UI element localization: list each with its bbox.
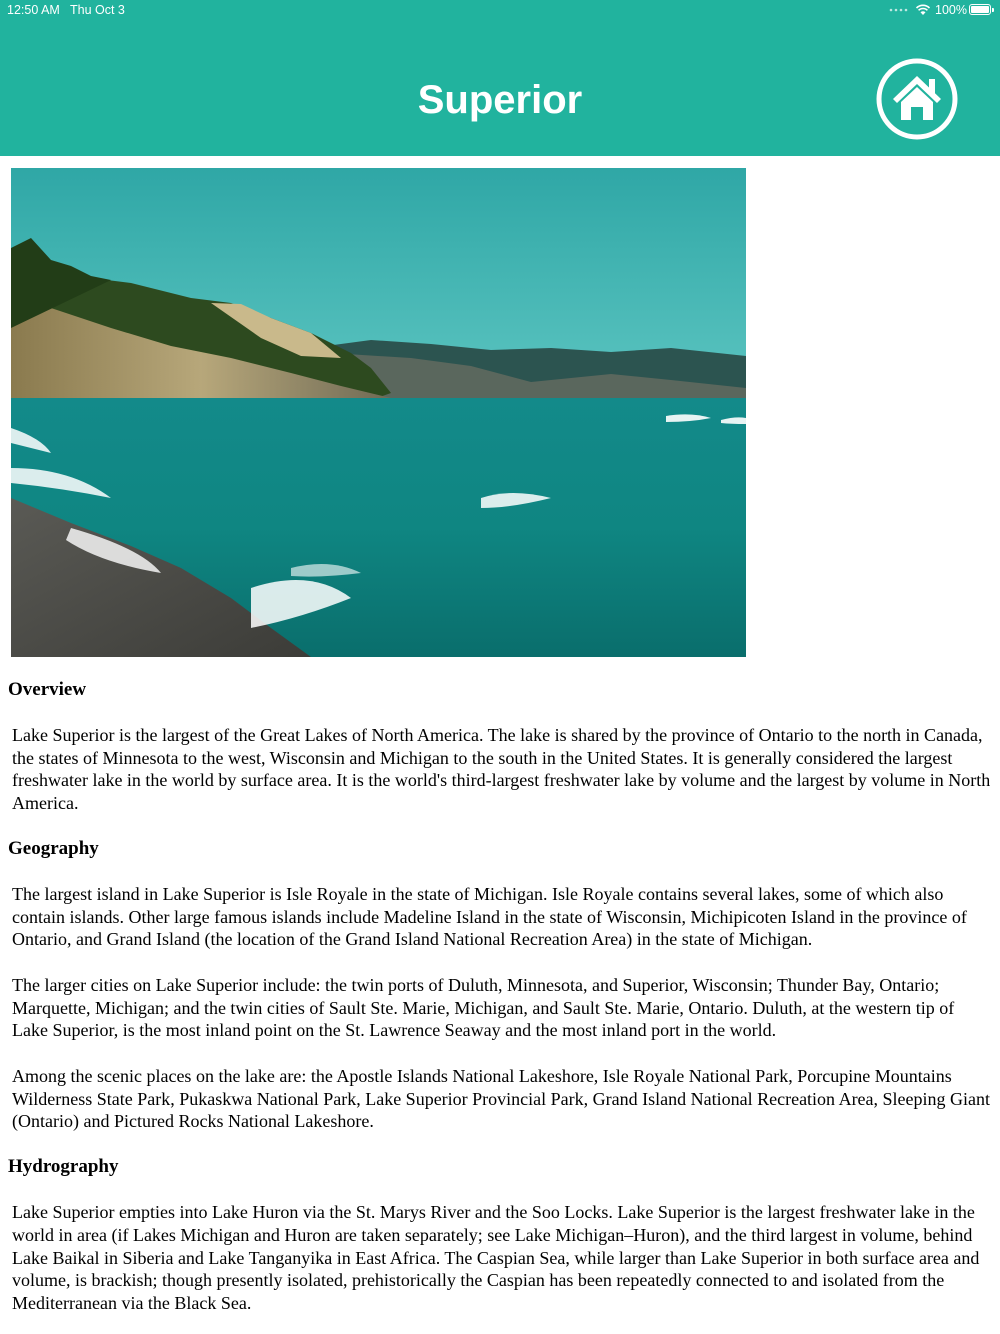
home-button[interactable]: [875, 57, 959, 141]
section-heading-overview: Overview: [8, 679, 87, 700]
geography-paragraph-1: The largest island in Lake Superior is Isle Royale in the state of Michigan. Isle Royale contains several lakes, some of which also contain islands. Other large famous islands include Madeline Island in the state of Wisconsin, Michipicoten Island in the province of Ontario, and Grand Island (the location of the Grand Island National Recreation Area) in the state of Michigan.: [12, 883, 967, 950]
battery-percent: 100%: [935, 3, 967, 17]
article-content: [8, 677, 992, 1315]
status-time: 12:50 AM: [7, 3, 60, 17]
cellular-signal-icon: [889, 5, 913, 15]
wifi-icon: [915, 4, 931, 16]
battery-icon: [969, 4, 991, 15]
hydrography-paragraph-1: Lake Superior empties into Lake Huron via the St. Marys River and the Soo Locks. Lake Superior is the largest freshwater lake in the world in area (if Lakes Michigan and Huron are taken separately; see Lake Michigan–Huron), and the third largest in volume, behind Lake Baikal in Siberia and Lake Tanganyika in East Africa. The Caspian Sea, while larger than Lake Superior in both surface area and volume, is brackish; though presently isolated, prehistorically the Caspian has been repeatedly connected to and isolated from the Mediterranean via the Black Sea.: [12, 1202, 980, 1313]
section-heading-hydrography: Hydrography: [8, 1156, 119, 1178]
app-header: [0, 0, 1000, 156]
overview-paragraph-1: Lake Superior is the largest of the Great Lakes of North America. The lake is shared by the province of Ontario to the north in Canada, the states of Minnesota to the west, Wisconsin and Michigan to the south in the United States. It is generally considered the largest freshwater lake in the world by surface area. It is the world's third-largest freshwater lake by volume and the largest by volume in North America.: [12, 725, 991, 814]
status-bar: [0, 0, 1000, 20]
home-icon: [875, 57, 959, 141]
page-title: Superior: [417, 78, 583, 122]
status-date: Thu Oct 3: [70, 3, 125, 17]
section-heading-geography: Geography: [8, 837, 99, 859]
geography-paragraph-2: The larger cities on Lake Superior include: the twin ports of Duluth, Minnesota, and Superior, Wisconsin; Thunder Bay, Ontario; Marquette, Michigan; and the twin cities of Sault Ste. Marie, Michigan, and Sault Ste. Marie, Ontario. Duluth, at the western tip of Lake Superior, is the most inland point on the St. Lawrence Seaway and the most inland port in the world.: [12, 974, 955, 1041]
lake-photo: [11, 168, 746, 657]
geography-paragraph-3: Among the scenic places on the lake are: the Apostle Islands National Lakeshore, Isle Royale National Park, Porcupine Mountains Wilderness State Park, Pukaskwa National Park, Lake Superior Provincial Park, Grand Island National Recreation Area, Sleeping Giant (Ontario) and Pictured Rocks National Lakeshore.: [12, 1066, 991, 1132]
